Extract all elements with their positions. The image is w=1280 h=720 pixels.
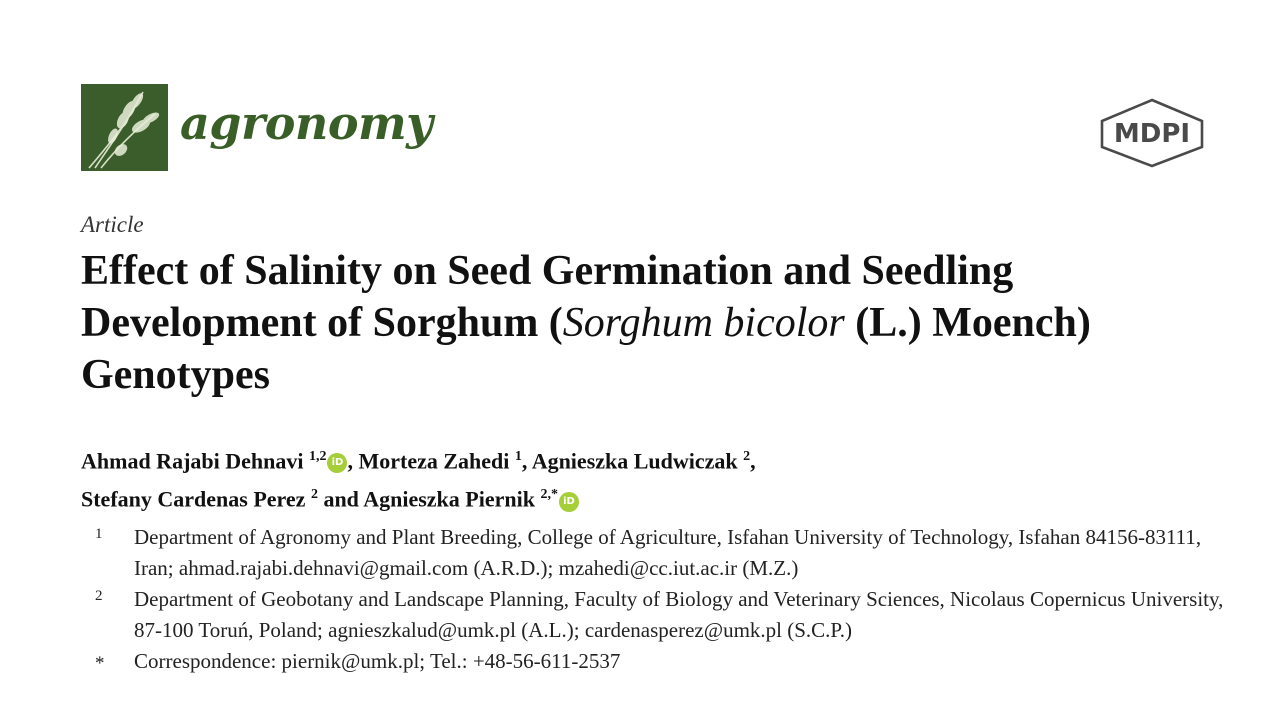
affiliation-marker: 2 [95, 588, 103, 604]
affiliation-text: Department of Geobotany and Landscape Planning, Faculty of Biology and Veterinary Sciences, Nicolaus Copernicus University, 87-100 Toruń, Poland; agnieszkalud@umk.pl (A.L.); cardenasperez@umk.pl (S.C.P.) [134, 587, 1224, 642]
affiliation-item [95, 584, 1225, 646]
author-affiliation-marker: 2 [743, 449, 751, 464]
author-separator: , [347, 448, 359, 474]
journal-name: agronomy [180, 96, 433, 150]
affiliations [95, 522, 1225, 682]
author-name: Stefany Cardenas Perez [81, 486, 306, 512]
orcid-icon[interactable]: iD [327, 453, 347, 473]
author-affiliation-marker: 1 [514, 449, 522, 464]
affiliation-marker: 1 [95, 526, 103, 542]
title-part-2: (L.) Moench) Genotypes [81, 300, 1091, 398]
author-separator: , [521, 448, 532, 474]
journal-logo-wheat-icon [81, 84, 168, 171]
affiliation-item [95, 646, 1225, 682]
author-name: Agnieszka Piernik [363, 486, 535, 512]
author-affiliation-marker: 2 [310, 487, 318, 503]
author-separator: and [317, 486, 364, 512]
publisher-name: MDPI [1113, 119, 1191, 149]
orcid-icon[interactable]: iD [559, 492, 579, 512]
affiliation-text: Department of Agronomy and Plant Breeding, College of Agriculture, Isfahan University of Technology, Isfahan 84156-83111, Iran; ahmad.rajabi.dehnavi@gmail.com (A.R.D.); mzahedi@cc.iut.ac.ir (M.Z.) [134, 525, 1202, 580]
article-type: Article [81, 212, 144, 237]
mdpi-logo [1096, 97, 1208, 169]
affiliation-item [95, 522, 1225, 584]
title-species: Sorghum bicolor [562, 300, 845, 346]
affiliation-text: Correspondence: piernik@umk.pl; Tel.: +48-56-611-2537 [134, 649, 621, 673]
title-part-1: Effect of Salinity on Seed Germination and Seedling Development of Sorghum ( [81, 248, 1014, 346]
author-affiliation-marker: 2,* [540, 487, 558, 503]
author-name: Morteza Zahedi [358, 448, 510, 474]
author-affiliation-marker: 1,2 [308, 449, 327, 464]
author-name: Agnieszka Ludwiczak [531, 448, 738, 474]
author-separator: , [750, 448, 756, 474]
article-title [81, 245, 1221, 401]
affiliation-marker: * [95, 653, 105, 674]
author-name: Ahmad Rajabi Dehnavi [81, 448, 304, 474]
author-list [81, 440, 1231, 517]
